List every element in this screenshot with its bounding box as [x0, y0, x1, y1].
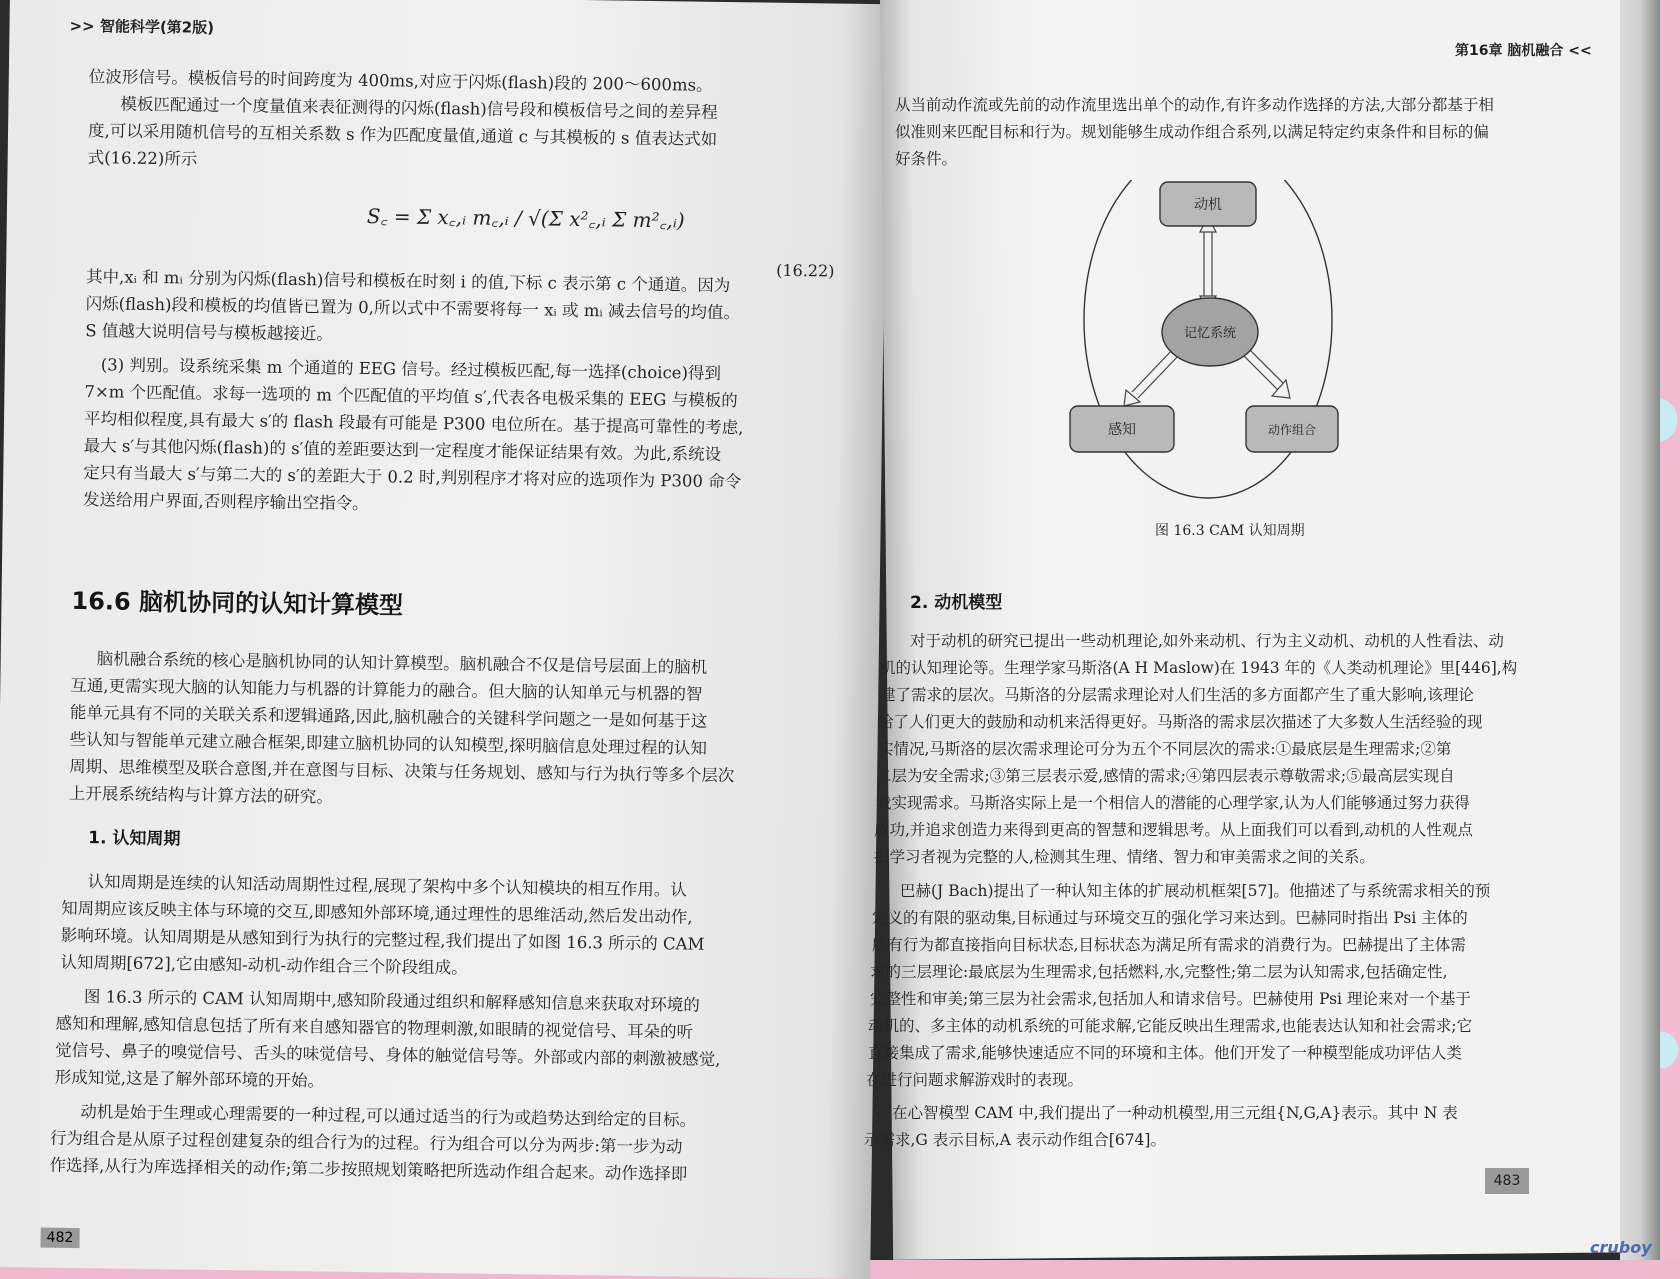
paragraph: 二层为安全需求;③第三层表示爱,感情的需求;④第四层表示尊敬需求;⑤最高层实现自 — [876, 767, 1455, 785]
paragraph: 脑机融合系统的核心是脑机协同的认知计算模型。脑机融合不仅是信号层面上的脑机 — [96, 649, 708, 677]
paragraph: 完整性和审美;第三层为社会需求,包括加人和请求信号。巴赫使用 Psi 理论来对一个基于 — [870, 990, 1471, 1008]
figure-caption: 图 16.3 CAM 认知周期 — [1155, 523, 1305, 539]
paragraph: 觉信号、鼻子的嗅觉信号、舌头的味觉信号、身体的触觉信号等。外部或内部的刺激被感觉, — [55, 1040, 721, 1070]
paragraph: 在进行问题求解游戏时的表现。 — [866, 1071, 1084, 1089]
paragraph: 最大 s′与其他闪烁(flash)的 s′值的差距要达到一定程度才能保证结果有效。为此,系统设 — [83, 436, 722, 464]
paragraph: 对于动机的研究已提出一些动机理论,如外来动机、行为主义动机、动机的人性看法、动 — [910, 632, 1504, 650]
paragraph: 形成知觉,这是了解外部环境的开始。 — [54, 1067, 325, 1091]
paragraph: 求的三层理论:最底层为生理需求,包括燃料,水,完整性;第二层为认知需求,包括确定性, — [870, 963, 1448, 981]
paragraph: 行为组合是从原子过程创建复杂的组合行为的过程。行为组合可以分为两步:第一步为动 — [49, 1128, 683, 1157]
paragraph: 我实现需求。马斯洛实际上是一个相信人的潜能的心理学家,认为人们能够通过努力获得 — [876, 794, 1470, 812]
paragraph: 似准则来匹配目标和行为。规划能够生成动作组合系列,以满足特定约束条件和目标的偏 — [895, 123, 1489, 141]
paragraph: 实情况,马斯洛的层次需求理论可分为五个不同层次的需求:①最底层是生理需求;②第 — [878, 740, 1452, 758]
formula-16-22: S꜀ = Σ x꜀,ᵢ m꜀,ᵢ / √(Σ x²꜀,ᵢ Σ m²꜀,ᵢ) — [366, 204, 685, 233]
paragraph: 影响环境。认知周期是从感知到行为执行的完整过程,我们提出了如图 16.3 所示的 CAM — [60, 925, 705, 954]
paragraph: (3) 判别。设系统采集 m 个通道的 EEG 信号。经过模板匹配,每一选择(choice)得到 — [100, 355, 722, 383]
paragraph: 定义的有限的驱动集,目标通过与环境交互的强化学习来达到。巴赫同时指出 Psi 主体的 — [872, 909, 1468, 927]
paragraph: 从当前动作流或先前的动作流里选出单个的动作,有许多动作选择的方法,大部分都基于相 — [895, 96, 1494, 114]
right-page-number: 483 — [1485, 1168, 1529, 1194]
paragraph: 给了人们更大的鼓励和动机来活得更好。马斯洛的需求层次描述了大多数人生活经验的现 — [878, 713, 1483, 731]
paragraph: 知周期应该反映主体与环境的交互,即感知外部环境,通过理性的思维活动,然后发出动作, — [61, 898, 693, 927]
paragraph: 作选择,从行为库选择相关的动作;第二步按照规划策略把所选动作组合起来。动作选择即 — [49, 1155, 688, 1184]
paragraph: S 值越大说明信号与模板越接近。 — [85, 321, 333, 344]
subsection-title: 1. 认知周期 — [88, 828, 181, 850]
paragraph: 平均相似程度,具有最大 s′的 flash 段最有可能是 P300 电位所在。基于提高可靠性的考虑, — [83, 409, 744, 438]
paragraph: 所有行为都直接指向目标状态,目标状态为满足所有需求的消费行为。巴赫提出了主体需 — [872, 936, 1466, 954]
left-page-number: 482 — [40, 1228, 79, 1249]
paragraph: 直接集成了需求,能够快速适应不同的环境和主体。他们开发了一种模型能成功评估人类 — [868, 1044, 1462, 1062]
section-title: 16.6 脑机协同的认知计算模型 — [71, 586, 404, 620]
paragraph: 动机的、多主体的动机系统的可能求解,它能反映出生理需求,也能表达认知和社会需求;它 — [868, 1017, 1473, 1035]
paragraph: 位波形信号。模板信号的时间跨度为 400ms,对应于闪烁(flash)段的 200～600ms。 — [88, 67, 713, 95]
arrow-perception-memory — [1124, 348, 1180, 406]
watermark: cruboy — [1590, 1238, 1652, 1257]
paragraph: 模板匹配通过一个度量值来表征测得的闪烁(flash)信号段和模板信号之间的差异程 — [120, 94, 718, 122]
paragraph: 认知周期是连续的认知活动周期性过程,展现了架构中多个认知模块的相互作用。认 — [87, 872, 687, 900]
paragraph: 感知和理解,感知信息包括了所有来自感知器官的物理刺激,如眼睛的视觉信号、耳朵的听 — [55, 1013, 694, 1042]
paragraph: 建了需求的层次。马斯洛的分层需求理论对人们生活的多方面都产生了重大影响,该理论 — [880, 686, 1474, 704]
paragraph: 巴赫(J Bach)提出了一种认知主体的扩展动机框架[57]。他描述了与系统需求相关的预 — [900, 882, 1491, 900]
paragraph: 成功,并追求创造力来得到更高的智慧和逻辑思考。从上面我们可以看到,动机的人性观点 — [874, 821, 1473, 839]
right-header: 第16章 脑机融合 << — [1455, 43, 1592, 59]
paragraph: 把学习者视为完整的人,检测其生理、情绪、智力和审美需求之间的关系。 — [874, 848, 1375, 866]
paragraph: 图 16.3 所示的 CAM 认知周期中,感知阶段通过组织和解释感知信息来获取对环境的 — [83, 987, 700, 1015]
equation-number: (16.22) — [776, 260, 835, 281]
paragraph: 认知周期[672],它由感知-动机-动作组合三个阶段组成。 — [60, 952, 468, 978]
paragraph: 示需求,G 表示目标,A 表示动作组合[674]。 — [864, 1131, 1166, 1149]
paragraph: 7×m 个匹配值。求每一选项的 m 个匹配值的平均值 s′,代表各电极采集的 EEG 与模板的 — [84, 382, 738, 411]
paragraph: 机的认知理论等。生理学家马斯洛(A H Maslow)在 1943 年的《人类动机理论》里[446],构 — [880, 659, 1518, 677]
page-edges — [1620, 0, 1660, 1260]
paragraph: 动机是始于生理或心理需要的一种过程,可以通过适当的行为或趋势达到给定的目标。 — [80, 1102, 697, 1130]
paragraph: 在心智模型 CAM 中,我们提出了一种动机模型,用三元组{N,G,A}表示。其中 N 表 — [892, 1104, 1458, 1122]
paragraph: 周期、思维模型及联合意图,并在意图与目标、决策与任务规划、感知与行为执行等多个层次 — [69, 756, 735, 786]
memory-label: 记忆系统 — [1183, 326, 1237, 341]
cam-cycle-diagram — [1060, 180, 1350, 500]
subsection-title: 2. 动机模型 — [910, 593, 1003, 613]
paragraph: 度,可以采用随机信号的互相关系数 s 作为匹配度量值,通道 c 与其模板的 s 值表达式如 — [87, 121, 718, 149]
paragraph: 定只有当最大 s′与第二大的 s′的差距大于 0.2 时,判别程序才将对应的选项作为 P300 命令 — [83, 463, 742, 492]
paragraph: 其中,xᵢ 和 mᵢ 分别为闪烁(flash)信号和模板在时刻 i 的值,下标 c 表示第 c 个通道。因为 — [85, 267, 731, 296]
motive-label: 动机 — [1194, 197, 1222, 213]
paragraph: 能单元具有不同的关联关系和逻辑通路,因此,脑机融合的关键科学问题之一是如何基于这 — [69, 702, 708, 731]
left-header: >> 智能科学(第2版) — [69, 16, 215, 37]
paragraph: 些认知与智能单元建立融合框架,即建立脑机协同的认知模型,探明脑信息处理过程的认知 — [69, 729, 708, 758]
perception-label: 感知 — [1108, 422, 1136, 438]
paragraph: 闪烁(flash)段和模板的均值皆已置为 0,所以式中不需要将每一 xᵢ 或 mᵢ 减去信号的均值。 — [85, 294, 741, 323]
paragraph: 上开展系统结构与计算方法的研究。 — [68, 783, 333, 807]
paragraph: 好条件。 — [895, 150, 958, 168]
paragraph: 式(16.22)所示 — [87, 148, 198, 169]
action-label: 动作组合 — [1267, 423, 1317, 437]
paragraph: 发送给用户界面,否则程序输出空指令。 — [82, 490, 369, 514]
paragraph: 互通,更需实现大脑的认知能力与机器的计算能力的融合。但大脑的认知单元与机器的智 — [70, 675, 703, 704]
